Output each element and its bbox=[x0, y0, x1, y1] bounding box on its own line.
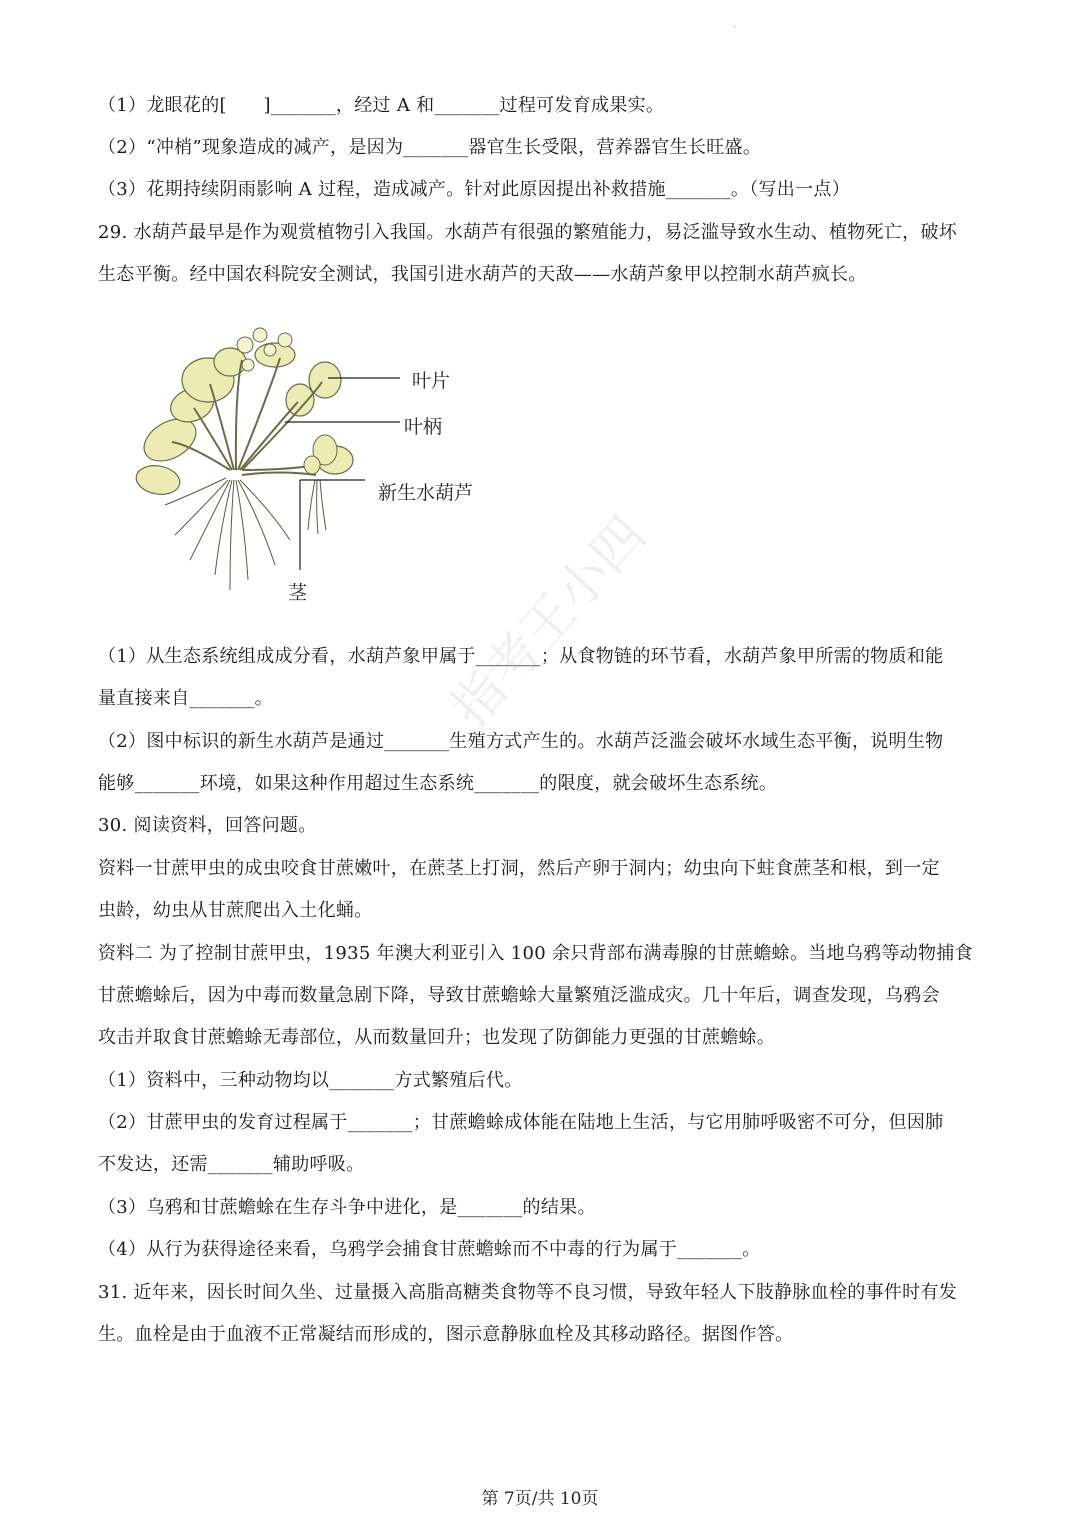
water-hyacinth-illustration bbox=[130, 320, 490, 610]
q29-part2-line1: （2）图中标识的新生水葫芦是通过_______生殖方式产生的。水葫芦泛滥会破坏水域生态平衡，说明生物 bbox=[98, 731, 944, 752]
label-leaf: 叶片 bbox=[412, 370, 451, 392]
q28-part2: （2）“冲梢”现象造成的减产，是因为_______器官生长受限，营养器官生长旺盛。 bbox=[98, 137, 762, 158]
q29-stem-line2: 生态平衡。经中国农科院安全测试，我国引进水葫芦的天敌——水葫芦象甲以控制水葫芦疯长。 bbox=[98, 264, 867, 285]
q30-material2-line3: 攻击并取食甘蔗蟾蜍无毒部位，从而数量回升；也发现了防御能力更强的甘蔗蟾蜍。 bbox=[98, 1027, 776, 1048]
q30-part4: （4）从行为获得途径来看，乌鸦学会捕食甘蔗蟾蜍而不中毒的行为属于_______。 bbox=[98, 1239, 761, 1260]
q29-part1-line1: （1）从生态系统组成成分看，水葫芦象甲属于_______；从食物链的环节看，水葫芦象甲所需的物质和能 bbox=[98, 646, 944, 667]
label-petiole: 叶柄 bbox=[404, 416, 443, 438]
q30-material1-line1: 资料一甘蔗甲虫的成虫咬食甘蔗嫩叶，在蔗茎上打洞，然后产卵于洞内；幼虫向下蛀食蔗茎和根，到一定 bbox=[98, 858, 940, 879]
q28-part3: （3）花期持续阴雨影响 A 过程，造成减产。针对此原因提出补救措施_______。（写出一点） bbox=[98, 179, 850, 200]
q30-part1: （1）资料中，三种动物均以_______方式繁殖后代。 bbox=[98, 1070, 523, 1091]
q29-stem-line1: 29. 水葫芦最早是作为观赏植物引入我国。水葫芦有很强的繁殖能力，易泛滥导致水生动、植物死亡，破坏 bbox=[98, 222, 958, 243]
q30-part3: （3）乌鸦和甘蔗蟾蜍在生存斗争中进化，是_______的结果。 bbox=[98, 1197, 596, 1218]
q30-part2-line1: （2）甘蔗甲虫的发育过程属于_______；甘蔗蟾蜍成体能在陆地上生活，与它用肺呼吸密不可分，但因肺 bbox=[98, 1112, 944, 1133]
q31-stem-line1: 31. 近年来，因长时间久坐、过量摄入高脂高糖类食物等不良习惯，导致年轻人下肢静脉血栓的事件时有发 bbox=[98, 1282, 958, 1303]
q30-part2-line2: 不发达，还需_______辅助呼吸。 bbox=[98, 1154, 365, 1175]
q28-part1: （1）龙眼花的[ ]_______，经过 A 和_______过程可发育成果实。 bbox=[98, 95, 665, 116]
label-stem: 茎 bbox=[288, 582, 308, 604]
q29-part2-line2: 能够_______环境，如果这种作用超过生态系统_______的限度，就会破坏生态系统。 bbox=[98, 773, 778, 794]
top-mark: · bbox=[733, 22, 737, 33]
water-hyacinth-figure bbox=[130, 320, 490, 610]
label-new-plant: 新生水葫芦 bbox=[378, 482, 474, 504]
q30-material2-line2: 甘蔗蟾蜍后，因为中毒而数量急剧下降，导致甘蔗蟾蜍大量繁殖泛滥成灾。几十年后，调查发现，乌鸦会 bbox=[98, 985, 940, 1006]
q30-material1-line2: 虫龄，幼虫从甘蔗爬出入土化蛹。 bbox=[98, 900, 373, 921]
q30-stem: 30. 阅读资料，回答问题。 bbox=[98, 815, 317, 836]
q29-part1-line2: 量直接来自_______。 bbox=[98, 688, 273, 709]
q30-material2-line1: 资料二 为了控制甘蔗甲虫，1935 年澳大利亚引入 100 余只背部布满毒腺的甘蔗蟾蜍。当地乌鸦等动物捕食 bbox=[98, 943, 973, 964]
page-number: 第 7页/共 10页 bbox=[481, 1489, 599, 1509]
watermark: 指考王小四 bbox=[439, 505, 659, 739]
q31-stem-line2: 生。血栓是由于血液不正常凝结而形成的，图示意静脉血栓及其移动路径。据图作答。 bbox=[98, 1324, 794, 1345]
